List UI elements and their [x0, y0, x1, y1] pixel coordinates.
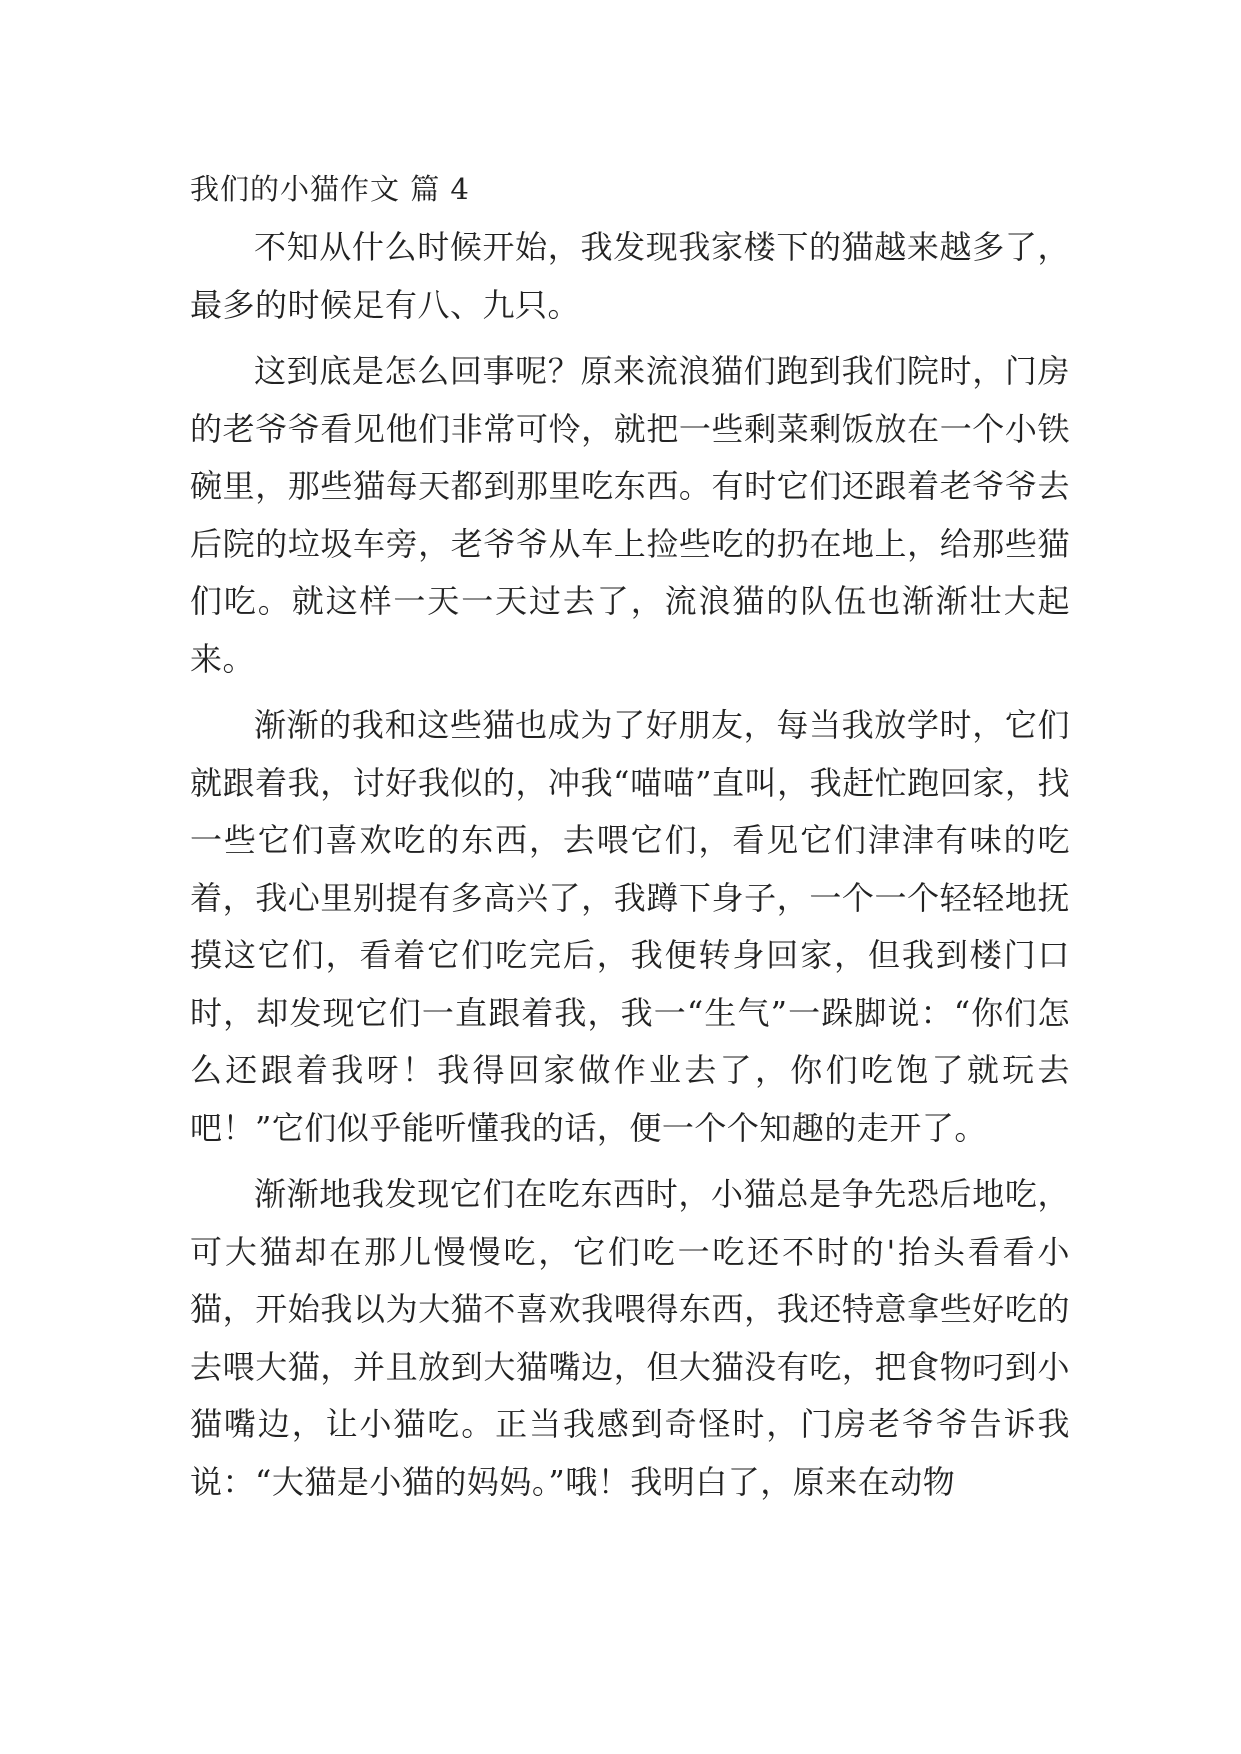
- essay-title: 我们的小猫作文 篇 4: [190, 172, 470, 206]
- paragraph-1: 不知从什么时候开始，我发现我家楼下的猫越来越多了，最多的时候足有八、九只。: [190, 228, 1070, 324]
- essay-body: [190, 160, 1070, 1520]
- paragraph-2: 这到底是怎么回事呢？原来流浪猫们跑到我们院时，门房的老爷爷看见他们非常可怜，就把一些剩菜剩饭放在一个小铁碗里，那些猫每天都到那里吃东西。有时它们还跟着老爷爷去后院的垃圾车旁，老爷爷从车上捡些吃的扔在地上，给那些猫们吃。就这样一天一天过去了，流浪猫的队伍也渐渐壮大起来。: [190, 352, 1070, 678]
- paragraph-3: 渐渐的我和这些猫也成为了好朋友，每当我放学时，它们就跟着我，讨好我似的，冲我“喵喵”直叫，我赶忙跑回家，找一些它们喜欢吃的东西，去喂它们，看见它们津津有味的吃着，我心里别提有多高兴了，我蹲下身子，一个一个轻轻地抚摸这它们，看着它们吃完后，我便转身回家，但我到楼门口时，却发现它们一直跟着我，我一“生气”一跺脚说：“你们怎么还跟着我呀！我得回家做作业去了，你们吃饱了就玩去吧！”它们似乎能听懂我的话，便一个个知趣的走开了。: [190, 706, 1070, 1147]
- paragraph-4: 渐渐地我发现它们在吃东西时，小猫总是争先恐后地吃，可大猫却在那儿慢慢吃，它们吃一吃还不时的'抬头看看小猫，开始我以为大猫不喜欢我喂得东西，我还特意拿些好吃的去喂大猫，并且放到大猫嘴边，但大猫没有吃，把食物叼到小猫嘴边，让小猫吃。正当我感到奇怪时，门房老爷爷告诉我说：“大猫是小猫的妈妈。”哦！我明白了，原来在动物: [190, 1175, 1070, 1501]
